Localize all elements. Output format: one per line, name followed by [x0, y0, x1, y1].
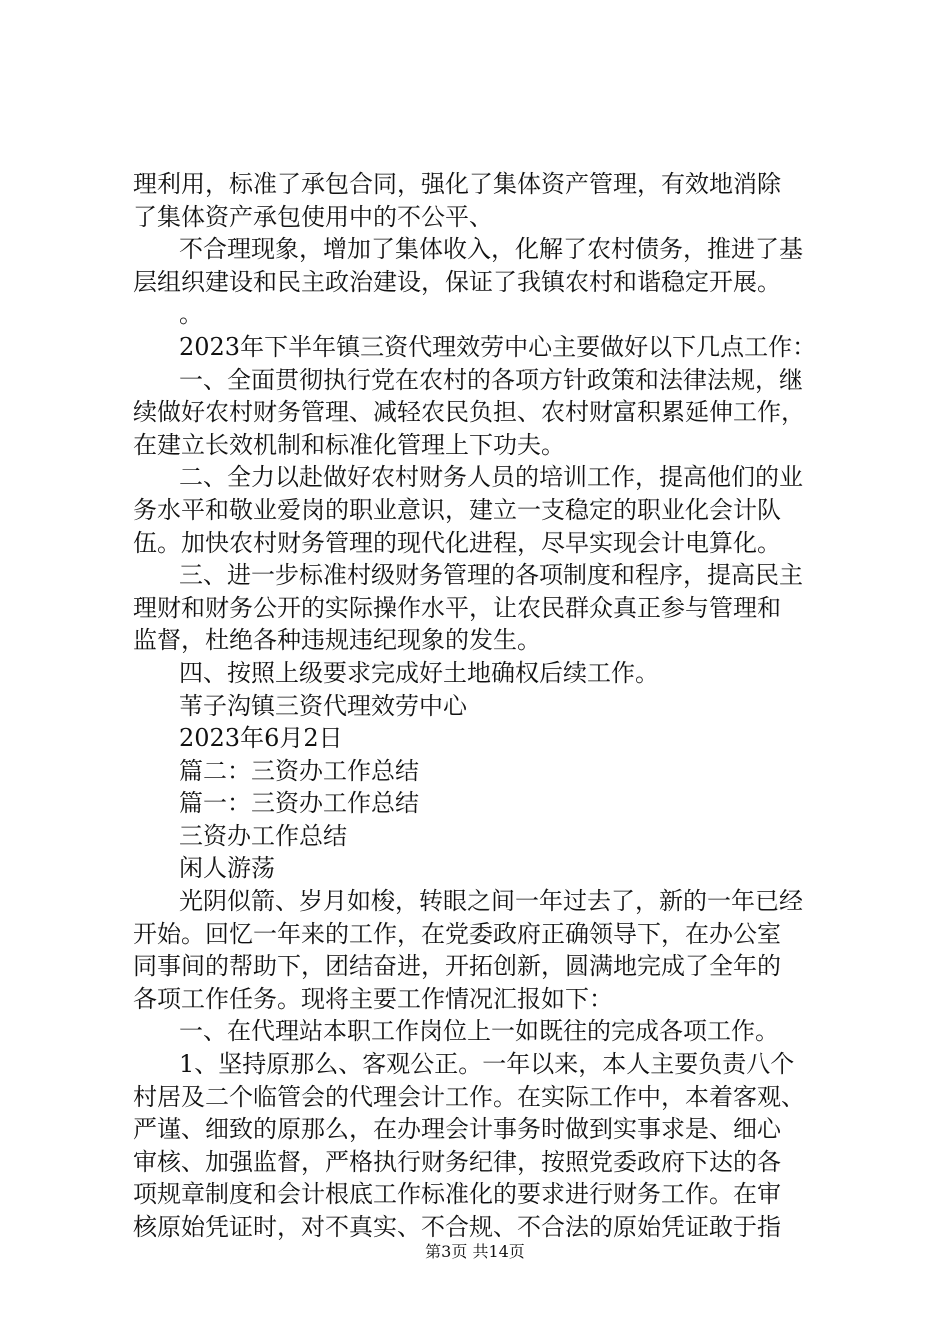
text-line: 四、按照上级要求完成好土地确权后续工作。	[179, 658, 659, 687]
text-line: 不合理现象，增加了集体收入，化解了农村债务，推进了基	[179, 235, 803, 264]
text-line: 篇一：三资办工作总结	[179, 789, 419, 818]
text-line: 一、全面贯彻执行党在农村的各项方针政策和法律法规，继	[179, 365, 803, 394]
text-line: 2023年6月2日	[179, 724, 343, 753]
text-line: 一、在代理站本职工作岗位上一如既往的完成各项工作。	[179, 1017, 779, 1046]
text-line: 1、坚持原那么、客观公正。一年以来，本人主要负责八个	[179, 1050, 795, 1079]
text-line: 伍。加快农村财务管理的现代化进程，尽早实现会计电算化。	[133, 528, 781, 557]
text-line: 篇二：三资办工作总结	[179, 756, 419, 785]
text-line: 光阴似箭、岁月如梭，转眼之间一年过去了，新的一年已经	[179, 887, 803, 916]
text-line: 村居及二个临管会的代理会计工作。在实际工作中，本着客观、	[133, 1082, 805, 1111]
document-body	[133, 168, 833, 1244]
text-line: 严谨、细致的原那么，在办理会计事务时做到实事求是、细心	[133, 1115, 781, 1144]
text-line: 务水平和敬业爱岗的职业意识，建立一支稳定的职业化会计队	[133, 495, 781, 524]
text-line: 闲人游荡	[179, 854, 275, 883]
text-line: 续做好农村财务管理、减轻农民负担、农村财富积累延伸工作，	[133, 398, 805, 427]
text-line: 各项工作任务。现将主要工作情况汇报如下：	[133, 984, 613, 1013]
text-line: 同事间的帮助下，团结奋进，开拓创新，圆满地完成了全年的	[133, 952, 781, 981]
text-line: 三资办工作总结	[179, 821, 347, 850]
text-line: 了集体资产承包使用中的不公平、	[133, 202, 493, 231]
text-line: 苇子沟镇三资代理效劳中心	[179, 691, 467, 720]
text-line: 理财和财务公开的实际操作水平，让农民群众真正参与管理和	[133, 593, 781, 622]
text-line: 2023年下半年镇三资代理效劳中心主要做好以下几点工作：	[179, 332, 817, 361]
text-line: 项规章制度和会计根底工作标准化的要求进行财务工作。在审	[133, 1180, 781, 1209]
text-line: 核原始凭证时，对不真实、不合规、不合法的原始凭证敢于指	[133, 1213, 781, 1241]
text-line: 在建立长效机制和标准化管理上下功夫。	[133, 430, 565, 459]
text-line: 层组织建设和民主政治建设，保证了我镇农村和谐稳定开展。	[133, 267, 781, 296]
text-line: 三、进一步标准村级财务管理的各项制度和程序，提高民主	[179, 561, 803, 590]
text-line: 监督，杜绝各种违规违纪现象的发生。	[133, 626, 541, 655]
text-line: 。	[179, 300, 203, 329]
text-line: 开始。回忆一年来的工作，在党委政府正确领导下，在办公室	[133, 919, 781, 948]
text-line: 二、全力以赴做好农村财务人员的培训工作，提高他们的业	[179, 463, 803, 492]
text-line: 理利用，标准了承包合同，强化了集体资产管理，有效地消除	[133, 170, 781, 198]
page-footer: 第3页 共14页	[425, 1242, 525, 1261]
text-line: 审核、加强监督，严格执行财务纪律，按照党委政府下达的各	[133, 1147, 781, 1176]
